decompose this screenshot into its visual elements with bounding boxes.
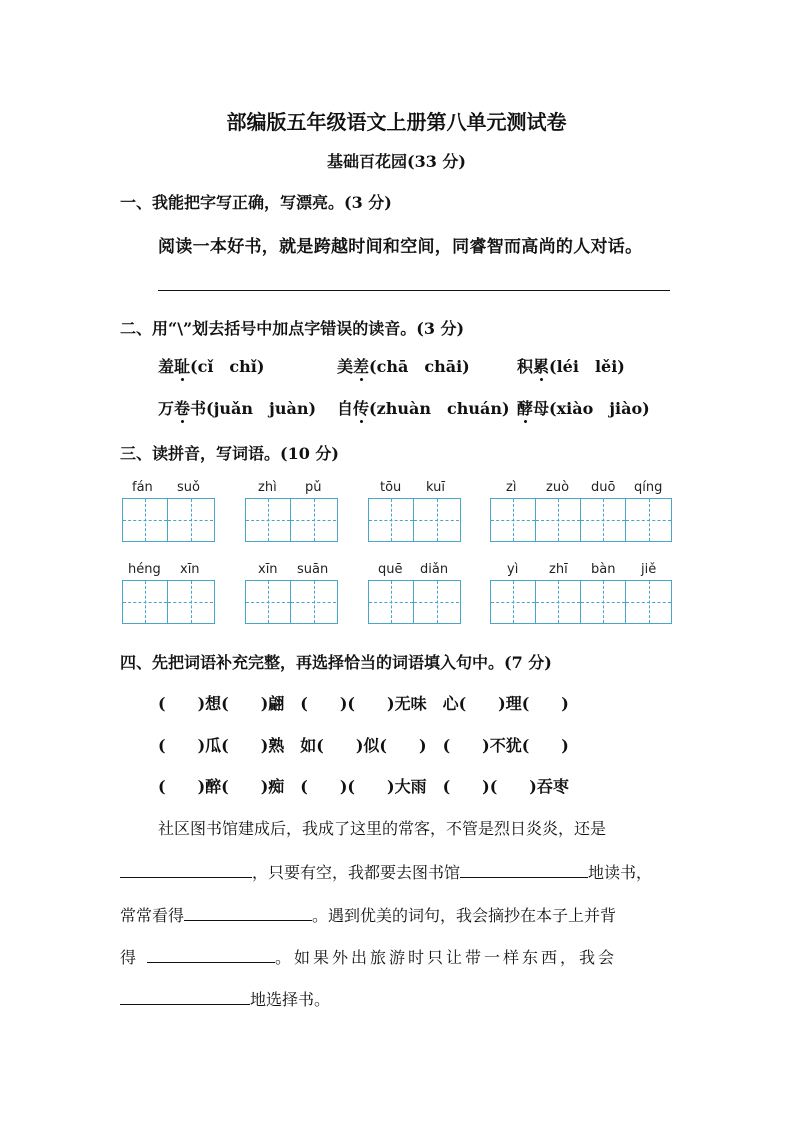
grid-cell[interactable]: [123, 499, 168, 541]
q3-heading: 三、读拼音，写词语。(10 分): [120, 444, 339, 463]
q2-item-2-dotted-char: 差: [353, 357, 370, 376]
q4-paragraph-line-1: 社区图书馆建成后，我成了这里的常客，不管是烈日炎炎，还是: [158, 819, 607, 838]
pinyin-syllable: fán: [132, 480, 153, 495]
q2-heading: 二、用“\”划去括号中加点字错误的读音。(3 分): [120, 319, 465, 338]
fill-blank-5[interactable]: [120, 986, 250, 1005]
q2-item-1-dotted-char: 耻: [174, 357, 191, 376]
q4-idiom-row-3[interactable]: ( )醉( )痴 ( )( )大雨 ( )( )吞枣: [158, 777, 569, 796]
paragraph-text: 。如果外出旅游时只让带一样东西，我会: [275, 948, 618, 967]
pinyin-syllable: quē: [378, 562, 403, 577]
q2-item-5[interactable]: [337, 396, 510, 419]
writing-grid-1[interactable]: [122, 498, 215, 542]
paragraph-text: 得: [120, 948, 140, 967]
q2-item-5-dotted-char: 传: [353, 399, 370, 418]
q4-idiom-row-2[interactable]: ( )瓜( )熟 如( )似( ) ( )不犹( ): [158, 736, 569, 755]
grid-cell[interactable]: [168, 581, 213, 623]
q2-item-2-options: (chā chāi): [369, 357, 470, 376]
pinyin-syllable: suǒ: [177, 480, 200, 495]
paragraph-text: ，只要有空，我都要去图书馆: [252, 863, 461, 882]
grid-cell[interactable]: [414, 499, 459, 541]
page-subtitle: 基础百花园(33 分): [327, 152, 466, 171]
grid-cell[interactable]: [491, 581, 536, 623]
q2-item-2-char: 美: [337, 357, 354, 376]
q2-item-1-options: (cǐ chǐ): [190, 357, 265, 376]
writing-grid-6[interactable]: [245, 580, 338, 624]
pinyin-syllable: bàn: [591, 562, 616, 577]
q1-answer-line[interactable]: [158, 290, 670, 291]
grid-cell[interactable]: [168, 499, 213, 541]
writing-grid-3[interactable]: [368, 498, 461, 542]
q2-item-3[interactable]: [517, 354, 625, 377]
grid-cell[interactable]: [246, 499, 291, 541]
pinyin-syllable: kuī: [426, 480, 445, 495]
q1-sentence: 阅读一本好书，就是跨越时间和空间，同睿智而高尚的人对话。: [158, 237, 643, 257]
q2-item-4-char: 万: [158, 399, 175, 418]
grid-cell[interactable]: [626, 499, 671, 541]
q2-item-3-options: (léi lěi): [549, 357, 625, 376]
writing-grid-5[interactable]: [122, 580, 215, 624]
grid-cell[interactable]: [626, 581, 671, 623]
q2-item-5-char: 自: [337, 399, 354, 418]
pinyin-syllable: zì: [506, 480, 517, 495]
pinyin-syllable: héng: [128, 562, 161, 577]
fill-blank-2[interactable]: [460, 859, 588, 878]
grid-cell[interactable]: [369, 581, 414, 623]
pinyin-syllable: jiě: [641, 562, 657, 577]
pinyin-syllable: pǔ: [305, 480, 322, 495]
grid-cell[interactable]: [581, 499, 626, 541]
pinyin-syllable: zhī: [549, 562, 568, 577]
q4-heading: 四、先把词语补充完整，再选择恰当的词语填入句中。(7 分): [120, 653, 552, 672]
pinyin-syllable: diǎn: [420, 562, 449, 577]
pinyin-syllable: xīn: [258, 562, 278, 577]
fill-blank-3[interactable]: [184, 902, 312, 921]
q2-item-3-dotted-char: 累: [533, 357, 550, 376]
grid-cell[interactable]: [491, 499, 536, 541]
pinyin-syllable: zuò: [546, 480, 570, 495]
q2-item-4[interactable]: [158, 396, 316, 419]
grid-cell[interactable]: [291, 499, 336, 541]
q4-paragraph-line-4: [120, 944, 617, 968]
pinyin-syllable: qíng: [634, 480, 663, 495]
grid-cell[interactable]: [291, 581, 336, 623]
q4-paragraph-line-5: [120, 986, 330, 1010]
writing-grid-2[interactable]: [245, 498, 338, 542]
grid-cell[interactable]: [246, 581, 291, 623]
writing-grid-7[interactable]: [368, 580, 461, 624]
q2-item-4-options: (juǎn juàn): [206, 399, 317, 418]
fill-blank-4[interactable]: [147, 944, 275, 963]
q4-paragraph-line-2: [120, 859, 652, 883]
grid-cell[interactable]: [536, 581, 581, 623]
grid-cell[interactable]: [414, 581, 459, 623]
paragraph-text: 。遇到优美的词句，我会摘抄在本子上并背: [312, 906, 617, 925]
grid-cell[interactable]: [536, 499, 581, 541]
q2-item-6[interactable]: [517, 396, 650, 419]
q2-item-2[interactable]: [337, 354, 470, 377]
pinyin-syllable: suān: [297, 562, 329, 577]
q2-item-1[interactable]: [158, 354, 264, 377]
q2-item-6-char-post: 母: [533, 399, 550, 418]
q4-paragraph-line-3: [120, 902, 616, 926]
writing-grid-8[interactable]: [490, 580, 672, 624]
q2-item-6-dotted-char: 酵: [517, 399, 534, 418]
pinyin-syllable: xīn: [180, 562, 200, 577]
grid-cell[interactable]: [581, 581, 626, 623]
q2-item-1-char: 羞: [158, 357, 175, 376]
paragraph-text: 地读书，: [588, 863, 653, 882]
q1-heading: 一、我能把字写正确，写漂亮。(3 分): [120, 193, 392, 212]
pinyin-syllable: tōu: [380, 480, 402, 495]
grid-cell[interactable]: [123, 581, 168, 623]
pinyin-syllable: duō: [591, 480, 616, 495]
q2-item-4-char-post: 书: [190, 399, 207, 418]
page-title: 部编版五年级语文上册第八单元测试卷: [226, 110, 567, 134]
paragraph-text: 地选择书。: [250, 990, 331, 1009]
q2-item-6-options: (xiào jiào): [549, 399, 650, 418]
q2-item-4-dotted-char: 卷: [174, 399, 191, 418]
pinyin-syllable: zhì: [258, 480, 277, 495]
q2-item-3-char: 积: [517, 357, 534, 376]
grid-cell[interactable]: [369, 499, 414, 541]
q2-item-5-options: (zhuàn chuán): [369, 399, 510, 418]
paragraph-text: 常常看得: [120, 906, 185, 925]
q4-idiom-row-1[interactable]: ( )想( )翩 ( )( )无味 心( )理( ): [158, 694, 569, 713]
pinyin-syllable: yì: [507, 562, 519, 577]
writing-grid-4[interactable]: [490, 498, 672, 542]
fill-blank-1[interactable]: [120, 859, 252, 878]
